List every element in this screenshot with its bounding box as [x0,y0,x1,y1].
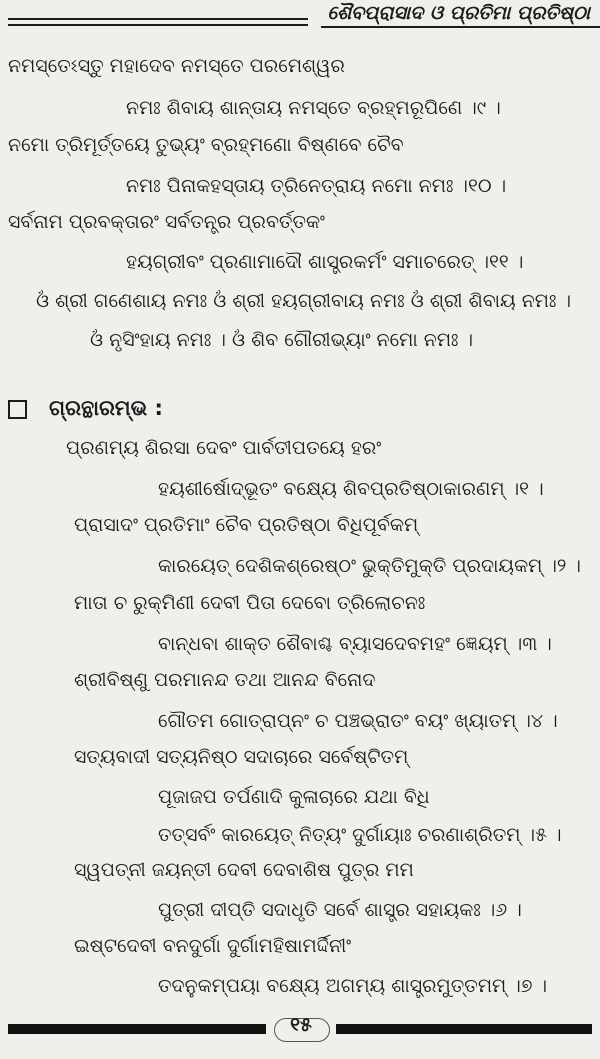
verse-line: ଇଷ୍ଟଦେବୀ ବନଦୁର୍ଗା ଦୁର୍ଗାମହିଷାମର୍ଦ୍ଦିନୀଂ [74,935,352,957]
verse-line: ତତ୍ସର୍ବଂ କାରୟେତ୍ ନିତ୍ୟଂ ଦୁର୍ଗାୟାଃ ଚରଣାଶ୍ରିତମ୍ ।୫ । [158,824,562,846]
verse-line: ମାତା ଚ ରୁକ୍ମିଣୀ ଦେବୀ ପିତା ଦେବୋ ତ୍ରିଲୋଚନଃ [74,592,426,614]
invocation-line: ଓଁ ଶ୍ରୀ ଗଣେଶାୟ ନମଃ ଓଁ ଶ୍ରୀ ହୟଗ୍ରୀବାୟ ନମଃ ଓଁ ଶ୍ରୀ ଶିବାୟ ନମଃ । [36,290,571,312]
checkbox-bullet-icon [8,400,27,419]
verse-line: ହୟଗ୍ରୀବଂ ପ୍ରଣାମାଦୌ ଶାସ୍ତ୍ରକର୍ମଂ ସମାଚରେତ୍ ।୧୧ । [126,251,524,273]
verse-line: ଶ୍ରୀବିଷ୍ଣୁ ପରମାନନ୍ଦ ତଥା ଆନନ୍ଦ ବିନୋଦ [74,669,376,691]
verse-line: ନମଃ ଶିବାୟ ଶାନ୍ତାୟ ନମସ୍ତେ ବ୍ରହ୍ମରୂପିଣେ ।୯ । [126,97,501,119]
verse-line: ତଦନୁକମ୍ପୟା ବକ୍ଷ୍ୟେ ଅଗମ୍ୟ ଶାସ୍ତ୍ରମୁତ୍ତମମ୍ ।୭ । [158,975,548,997]
verse-line: ନମଃ ପିନାକହସ୍ତାୟ ତ୍ରିନେତ୍ରାୟ ନମୋ ନମଃ ।୧୦ । [126,175,507,197]
footer-rule-left [8,1024,266,1034]
header-rule-top [8,18,308,20]
header-rule-bottom [8,24,308,26]
verse-line: ପ୍ରାସାଦଂ ପ୍ରତିମାଂ ଚୈବ ପ୍ରତିଷ୍ଠା ବିଧିପୂର୍ବକମ୍ [74,514,419,536]
verse-line: ହୟଶୀର୍ଷୋଦ୍ଭୂତଂ ବକ୍ଷ୍ୟେ ଶିବପ୍ରତିଷ୍ଠାକାରଣମ୍ ।୧ । [158,478,544,500]
verse-line: ପ୍ରଣମ୍ୟ ଶିରସା ଦେବଂ ପାର୍ବତୀପତୟେ ହରଂ [66,437,382,459]
verse-line: ସ୍ୱପତ୍ନୀ ଜୟନ୍ତୀ ଦେବୀ ଦେବାଶିଷ ପୁତ୍ର ମମ [74,859,414,881]
verse-line: ସର୍ବନାମ ପ୍ରବକ୍ତାରଂ ସର୍ବତନ୍ତ୍ର ପ୍ରବର୍ତ୍ତକଂ [8,211,325,233]
verse-line: ନମସ୍ତେଽସ୍ତୁ ମହାଦେବ ନମସ୍ତେ ପରମେଶ୍ୱର [8,55,345,77]
page-number [266,1014,336,1036]
footer-rule-right [336,1024,592,1034]
verse-line: ଗୌତମ ଗୋତ୍ରାପ୍ନଂ ଚ ପଞ୍ଚଭ୍ରାତଂ ବୟଂ ଖ୍ୟାତମ୍ ।୪ । [158,710,558,732]
verse-line: ବାନ୍ଧବା ଶାକ୍ତ ଶୈବାଶ୍ଚ ବ୍ୟାସଦେବମହଂ ଜ୍ଞେୟମ୍ ।୩ । [158,633,552,655]
verse-line: ନମୋ ତ୍ରିମୂର୍ତ୍ତୟେ ତୁଭ୍ୟଂ ବ୍ରହ୍ମଣୋ ବିଷ୍ଣବେ ଚୈବ [8,134,404,156]
page-number-text: ୧୫ [290,1014,312,1036]
verse-line: ପୂଜାଜପ ତର୍ପଣାଦି କୁଳାଚାରେ ଯଥା ବିଧି [158,786,430,808]
section-heading-text: ଗ୍ରନ୍ଥାରମ୍ଭ : [49,396,163,420]
verse-line: କାରୟେତ୍ ଦେଶିକଶ୍ରେଷ୍ଠଂ ଭୁକ୍ତିମୁକ୍ତି ପ୍ରଦାୟକମ୍ ।୨ । [158,555,581,577]
running-header-title: ଶୈବପ୍ରାସାଦ ଓ ପ୍ରତିମା ପ୍ରତିଷ୍ଠା [327,2,590,24]
section-heading [8,396,163,421]
verse-line: ସତ୍ୟବାଦୀ ସତ୍ୟନିଷ୍ଠ ସଦାଚାରେ ସର୍ବେଷ୍ଟିତମ୍ [74,746,409,768]
verse-line: ପୁତ୍ରୀ ଦୀପ୍ତି ସଦାଧୃତି ସର୍ବେ ଶାସ୍ତ୍ର ସହାୟକଃ ।୬ । [158,899,522,921]
invocation-line: ଓଁ ନୃସିଂହାୟ ନମଃ । ଓଁ ଶିବ ଗୌରୀଭ୍ୟାଂ ନମୋ ନମଃ । [90,329,474,351]
